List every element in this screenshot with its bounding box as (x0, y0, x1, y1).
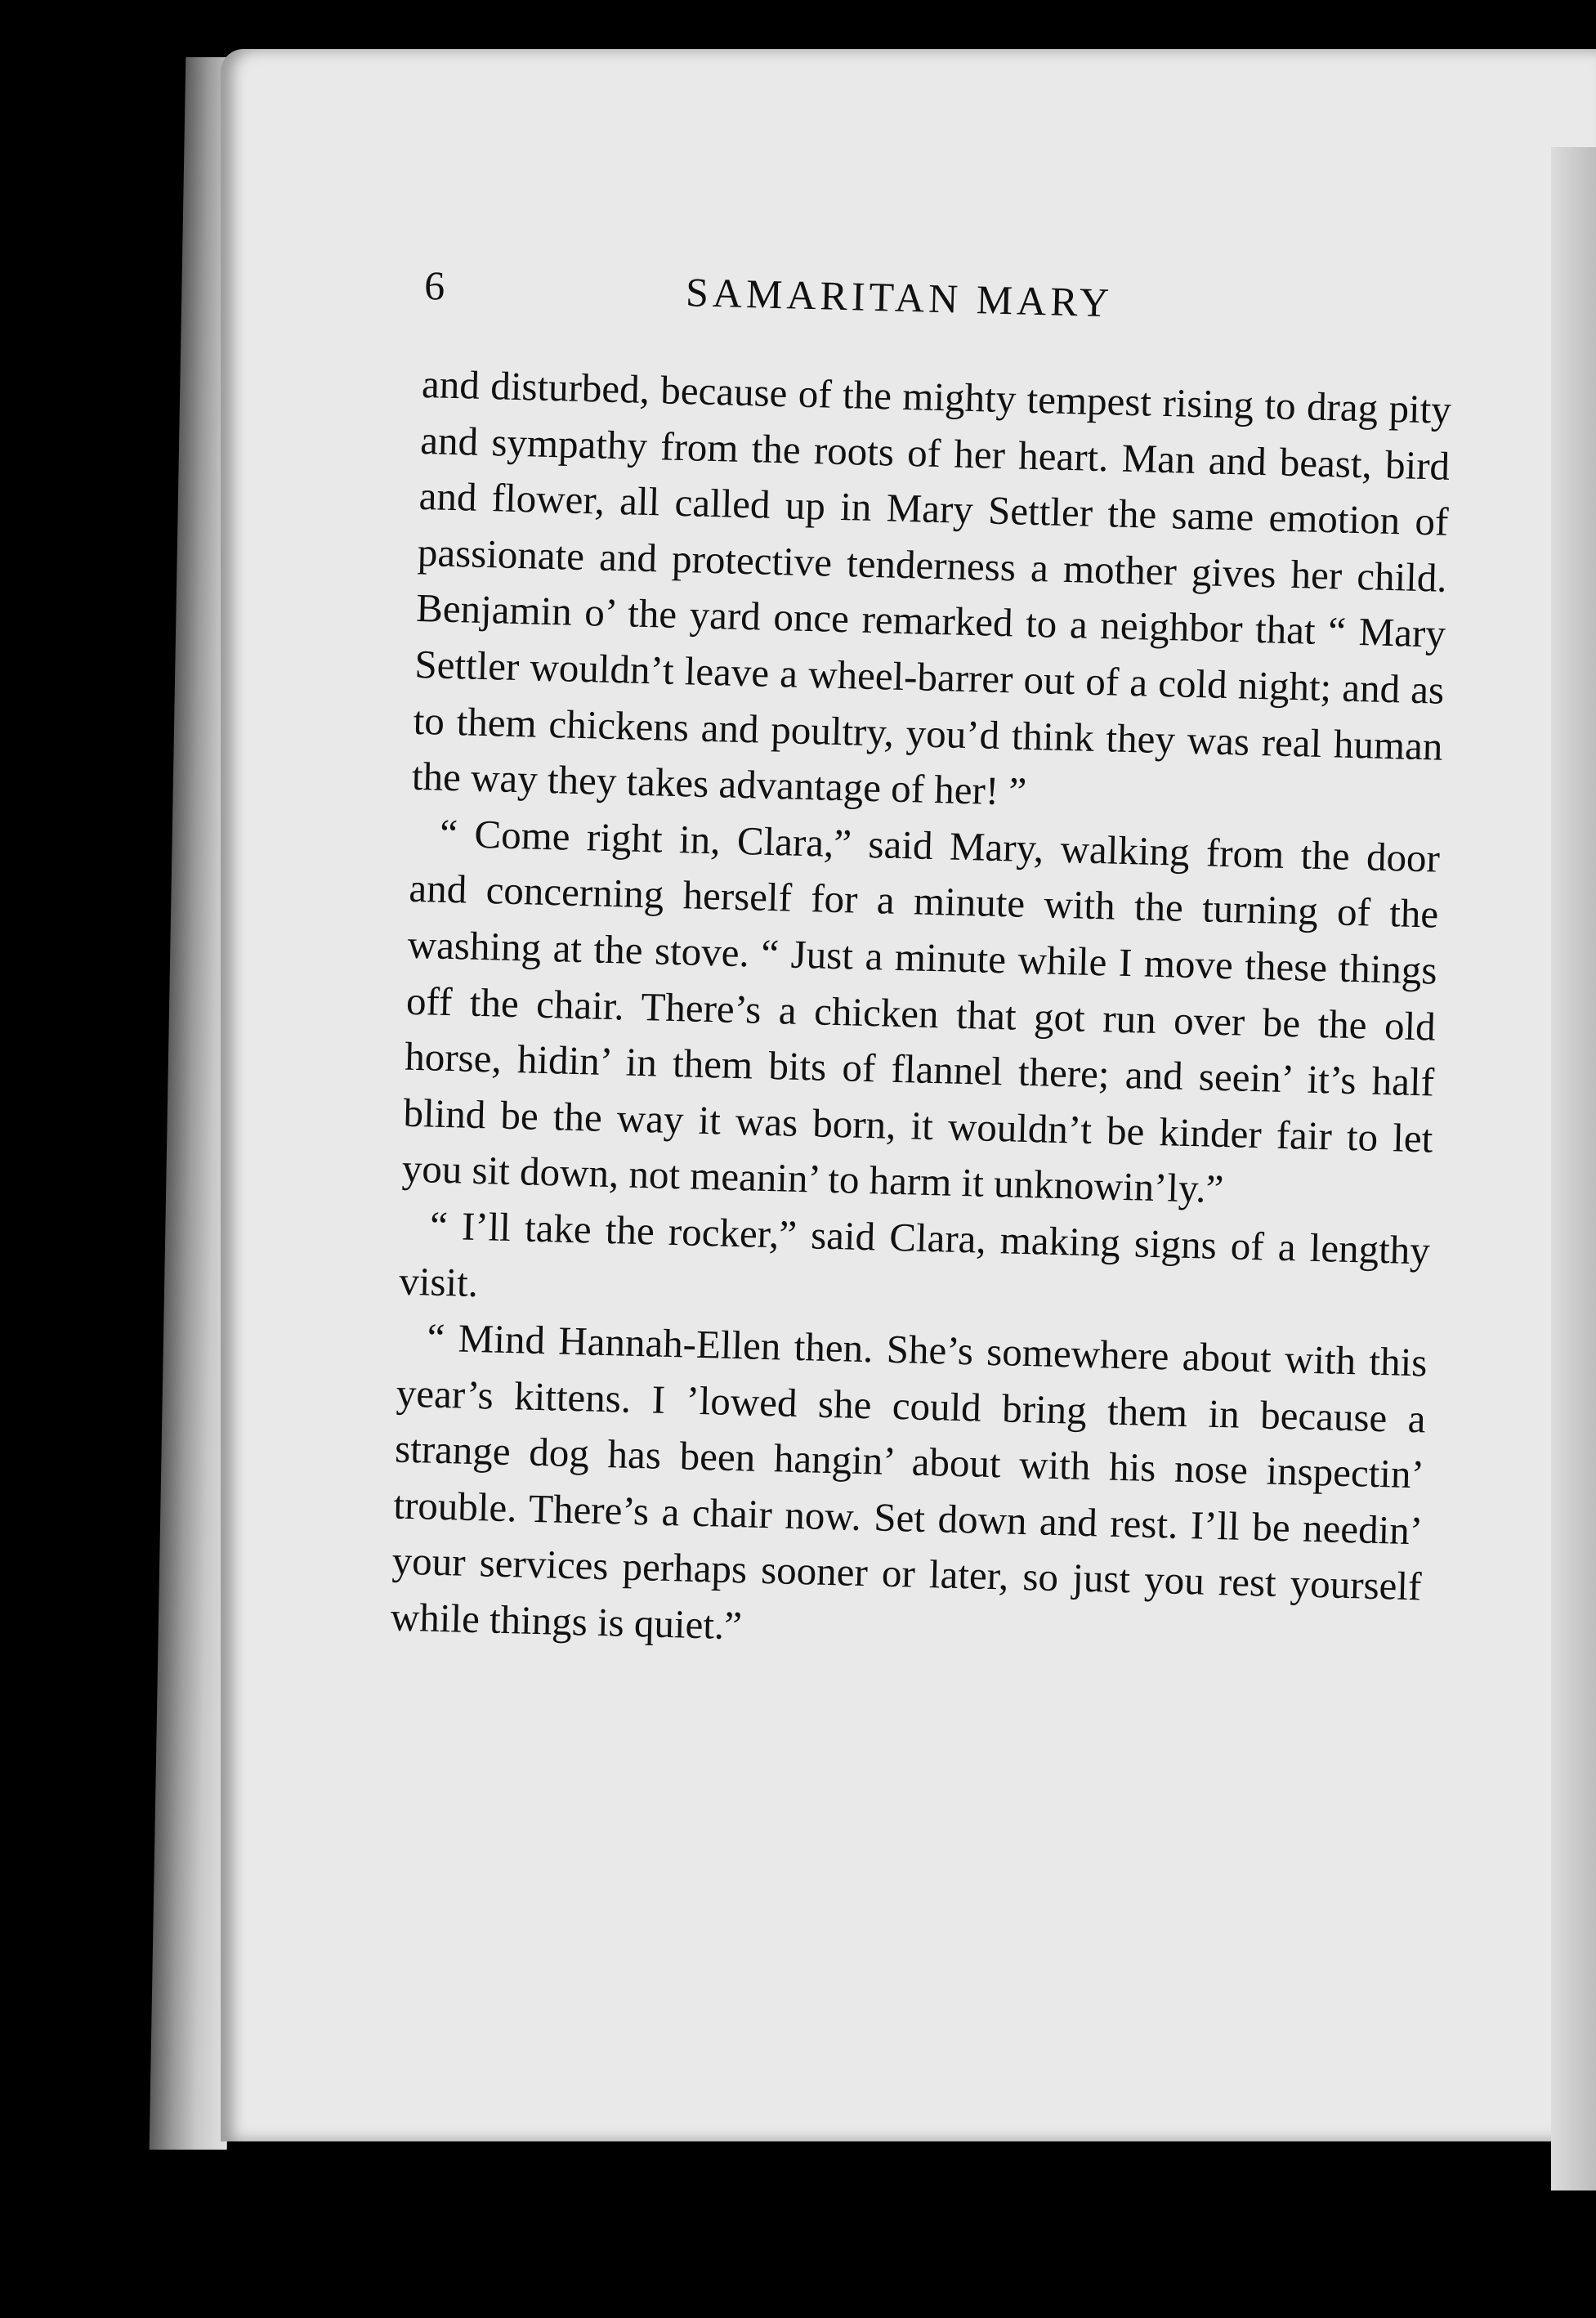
paragraph-come-right-in: “ Come right in, Clara,” said Mary, walking from the door and concerning herself for a minute with the turning of the washing at the stove. “ Just a minute while I move these things off the chair. There’s a chicken that got run over be the old horse, hidin’ in them bits of flannel there; and seein’ it’s half blind be the way it was born, it wouldn’t be kinder fair to let you sit down, not meanin’ to harm it unknowin’ly.” (401, 810, 1441, 1212)
page-text-block (390, 262, 1454, 1671)
page-right-edge (1551, 147, 1596, 2190)
book-title: SAMARITAN MARY (685, 269, 1114, 326)
paragraph-rocker: “ I’ll take the rocker,” said Clara, making signs of a lengthy visit. (398, 1202, 1431, 1305)
page-number: 6 (423, 262, 445, 309)
paragraph-continued: and disturbed, because of the mighty tempest rising to drag pity and sympathy from the roots of her heart. Man and beast, bird and flower, all called up in Mary Settler the same emotion of passionate and protective tenderness a mother gives her child. Benjamin o’ the yard once remarked to a neighbor that “ Mary Settler wouldn’t leave a wheel-barrer out of a cold night; and as to them chickens and poultry, you’d think they was real human the way they takes advantage of her! ” (411, 360, 1452, 814)
paragraph-mind-hannah-ellen: “ Mind Hannah-Ellen then. She’s somewhere about with this year’s kittens. I ’lowed she could bring them in because a strange dog has been hangin’ about with his nose inspectin’ trouble. There’s a chair now. Set down and rest. I’ll be needin’ your services perhaps sooner or later, so just you rest yourself while things is quiet.” (390, 1314, 1428, 1649)
